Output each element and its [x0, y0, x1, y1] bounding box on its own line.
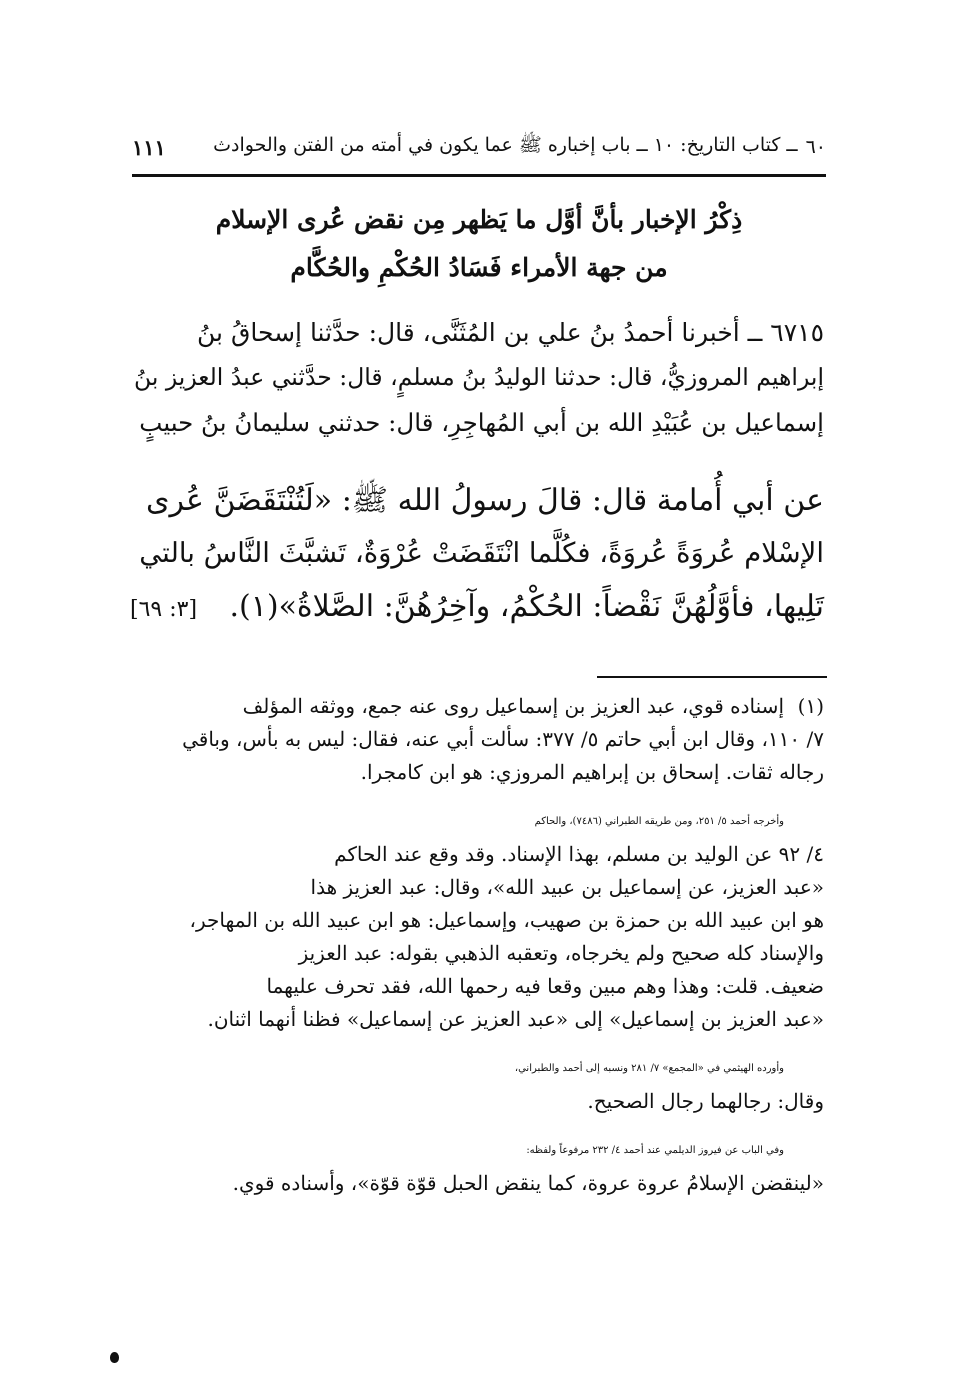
- matn-line: عن أبي أُمامة قال: قالَ رسولُ الله ﷺ: «لَتُنْتَقَضَنَّ عُرى: [146, 483, 824, 518]
- footnote-number: (١): [797, 694, 824, 718]
- hadith-reference: [٣: ٦٩]: [130, 597, 198, 622]
- footnote-line: ضعيف. قلت: وهذا وهم مبين وقعا فيه رحمها الله، فقد تحرف عليهما: [266, 974, 824, 998]
- matn-last-line: [130, 580, 824, 636]
- footnote-line: رجاله ثقات. إسحاق بن إبراهيم المروزي: هو ابن كامجرا.: [360, 760, 824, 784]
- ink-mark: [110, 1352, 119, 1363]
- footnote-line: وقال: رجالهما رجال الصحيح.: [587, 1089, 824, 1113]
- footnote-line: وفي الباب عن فيروز الديلمي عند أحمد ٤/ ٢٣٢ مرفوعاً ولفظه:: [526, 1145, 784, 1156]
- footnote-paragraph: [130, 690, 824, 789]
- header-rule: [132, 174, 826, 177]
- footnote-rule: [597, 676, 827, 678]
- footnote-paragraph: [130, 1052, 824, 1118]
- footnote-paragraph: [130, 1134, 824, 1200]
- footnote-line: وأخرجه أحمد ٥/ ٢٥١، ومن طريقه الطبراني (٧٤٨٦)، والحاكم: [534, 816, 784, 827]
- matn-line: الإسْلام عُروَةً عُروَةً، فكُلَّما انْتَقَضَتْ عُرْوَةٌ، تَشبَّثَ النَّاسُ بالتي: [139, 537, 824, 569]
- footnote-line: وأورده الهيثمي في «المجمع» ٧/ ٢٨١ ونسبه إلى أحمد والطبراني،: [514, 1063, 784, 1074]
- running-head: [132, 130, 826, 164]
- chapter-title: [132, 196, 826, 292]
- hadith-matn: [130, 474, 824, 636]
- footnote-line: «عبد العزيز بن إسماعيل» إلى «عبد العزيز عن إسماعيل» فظنا أنهما اثنان.: [207, 1007, 824, 1031]
- footnote-first-line: [130, 690, 824, 723]
- footnote-line: ٧/ ١١٠، وقال ابن أبي حاتم ٥/ ٣٧٧: سألت أبي عنه، فقال: ليس به بأس، وباقي: [182, 727, 824, 751]
- footnote-line: هو ابن عبيد الله بن حمزة بن صهيب، وإسماعيل: هو ابن عبيد الله بن المهاجر،: [189, 908, 824, 932]
- matn-line: تَلِيها، فأوَّلُهُنَّ نَقْضاً: الحُكْمُ، وآخِرُهُنَّ: الصَّلاةُ»(١).: [229, 589, 824, 624]
- isnad-line: إسماعيل بن عُبَيْدِ الله بن أبي المُهاجِرِ، قال: حدثني سليمانُ بنُ حبيبٍ: [139, 408, 824, 437]
- footnote-line: والإسناد كله صحيح ولم يخرجاه، وتعقبه الذهبي بقوله: عبد العزيز: [298, 941, 824, 965]
- footnote-paragraph: [130, 805, 824, 1036]
- running-head-code: ١١١: [132, 134, 166, 160]
- footnote-line: إسناده قوي، عبد العزيز بن إسماعيل روى عنه جمع، ووثقه المؤلف: [242, 694, 784, 718]
- isnad-line: ٦٧١٥ ــ أخبرنا أحمدُ بنُ علي بن المُثَنَّى، قال: حدَّثنا إسحاقُ بنُ: [197, 318, 824, 347]
- running-head-page-number: ٦٠: [805, 136, 826, 158]
- footnote-line: ٤/ ٩٢ عن الوليد بن مسلم، بهذا الإسناد. وقد وقع عند الحاكم: [334, 842, 824, 866]
- isnad-line: إبراهيم المروزيُّ، قال: حدثنا الوليدُ بنُ مسلمٍ، قال: حدَّثني عبدُ العزيز بنُ: [133, 363, 824, 391]
- chapter-title-line-2: من جهة الأمراء فَسَادُ الحُكْمِ والحُكَّام: [290, 253, 668, 282]
- chapter-title-line-1: ذِكْرُ الإخبار بأنَّ أوَّل ما يَظهر مِن نقض عُرى الإسلام: [215, 205, 743, 234]
- footnote-line: «عبد العزيز، عن إسماعيل بن عبيد الله»، وقال: عبد العزيز هذا: [310, 875, 824, 899]
- hadith-isnad: [130, 310, 824, 445]
- footnotes: [130, 690, 824, 1216]
- running-head-text: ــ كتاب التاريخ: ١٠ ــ باب إخباره ﷺ عما يكون في أمته من الفتن والحوادث: [213, 134, 798, 156]
- footnote-line: «لينقضن الإسلامُ عروة عروة، كما ينقض الحبل قوّة قوّة»، وأسناده قوي.: [232, 1171, 824, 1195]
